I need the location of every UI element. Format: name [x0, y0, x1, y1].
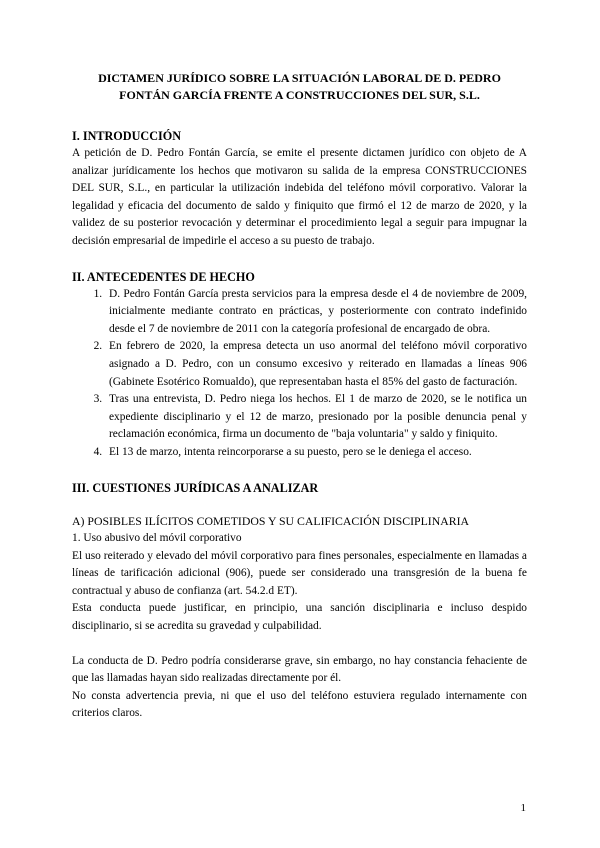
section-1-heading: I. INTRODUCCIÓN [72, 129, 182, 143]
section-1-body: A petición de D. Pedro Fontán García, se emite el presente dictamen jurídico con objeto de A analizar jurídicamente los hechos que motivaron su salida de la empresa CONSTRUCCIONES DEL SUR, S.L., en particular la utilización indebida del teléfono móvil corporativo. Valorar la legalidad y eficacia del documento de saldo y finiquito que firmó el 12 de marzo de 2020, y la validez de su posterior revocación y determinar el procedimiento legal a seguir para impugnar la decisión empresarial de impedirle el acceso a su puesto de trabajo. [72, 147, 527, 247]
paragraph: La conducta de D. Pedro podría considerarse grave, sin embargo, no hay constancia fehaciente de que las llamadas hayan sido realizadas directamente por él. [72, 654, 527, 685]
document-page [72, 70, 527, 723]
list-item: 4. El 13 de marzo, intenta reincorporarse a su puesto, pero se le deniega el acceso. [105, 444, 527, 462]
subsection-a-heading: A) POSIBLES ILÍCITOS COMETIDOS Y SU CALIFICACIÓN DISCIPLINARIA [72, 513, 470, 528]
section-2-heading: II. ANTECEDENTES DE HECHO [72, 269, 255, 284]
page-number: 1 [520, 802, 526, 814]
paragraph: No consta advertencia previa, ni que el uso del teléfono estuviera regulado internamente con criterios claros. [72, 689, 527, 720]
paragraph: Esta conducta puede justificar, en principio, una sanción disciplinaria e incluso despido disciplinario, si se acredita su gravedad y culpabilidad. [72, 602, 527, 633]
list-item: 2. En febrero de 2020, la empresa detecta un uso anormal del teléfono móvil corporativo asignado a D. Pedro, con un consumo excesivo y reiterado en llamadas a líneas 906 (Gabinete Esotérico Romualdo), que representaban hasta el 85% del gasto de facturación. [105, 338, 527, 391]
point-1-title: 1. Uso abusivo del móvil corporativo [72, 532, 242, 545]
title-line-2: FONTÁN GARCÍA FRENTE A CONSTRUCCIONES DEL SUR, S.L. [119, 88, 480, 102]
facts-list [72, 286, 527, 462]
paragraph: El uso reiterado y elevado del móvil corporativo para fines personales, especialmente en llamadas a líneas de tarificación adicional (906), puede ser considerado una transgresión de la buena fe contractual y abuso de confianza (art. 54.2.d ET). [72, 549, 527, 597]
list-item: 3. Tras una entrevista, D. Pedro niega los hechos. El 1 de marzo de 2020, se le notifica un expediente disciplinario y el 12 de marzo, presionado por la posible denuncia penal y reclamación económica, firma un documento de "baja voluntaria" y saldo y finiquito. [105, 391, 527, 444]
section-3-heading: III. CUESTIONES JURÍDICAS A ANALIZAR [72, 480, 319, 495]
spacer [72, 636, 527, 653]
list-item: 1. D. Pedro Fontán García presta servicios para la empresa desde el 4 de noviembre de 2009, inicialmente mediante contrato en prácticas, y posteriormente con contrato indefinido desde el 7 de noviembre de 2011 con la categoría profesional de encargado de obra. [105, 286, 527, 339]
title-line-1: DICTAMEN JURÍDICO SOBRE LA SITUACIÓN LABORAL DE D. PEDRO [98, 71, 501, 85]
document-title [72, 70, 527, 104]
